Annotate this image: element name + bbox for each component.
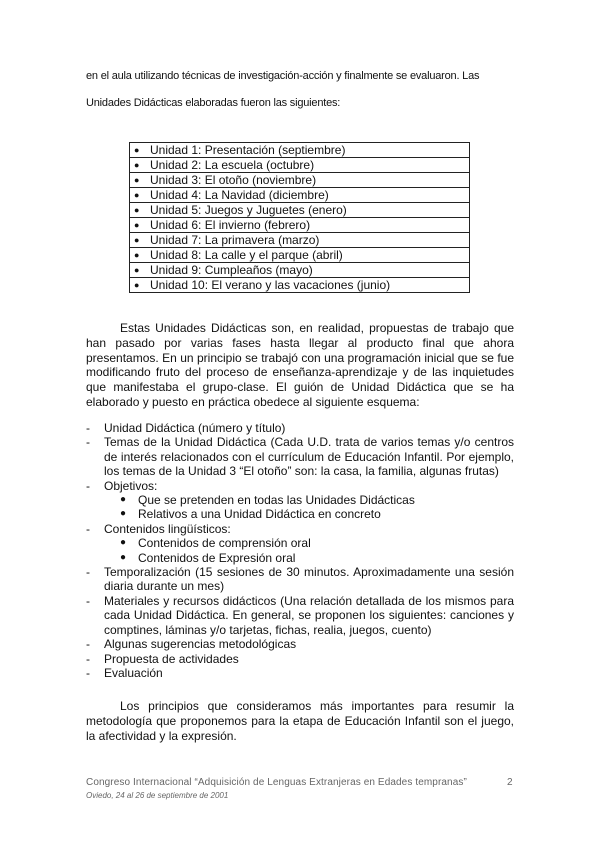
unit-cell bbox=[130, 173, 470, 188]
intro-line-2: Unidades Didácticas elaboradas fueron las siguientes: bbox=[86, 97, 341, 109]
unit-label: Unidad 10: El verano y las vacaciones (junio) bbox=[150, 278, 391, 292]
footer-location-date: Oviedo, 24 al 26 de septiembre de 2001 bbox=[86, 791, 229, 800]
unit-row bbox=[130, 203, 470, 218]
scheme-item: - Evaluación bbox=[86, 665, 163, 680]
unit-row bbox=[130, 188, 470, 203]
bullet-icon: ● bbox=[134, 235, 140, 245]
unit-row bbox=[130, 263, 470, 278]
scheme-subitem: ● Que se pretenden en todas las Unidades Didácticas bbox=[120, 493, 415, 508]
intro-line-1: en el aula utilizando técnicas de investigación-acción y finalmente se evaluaron. Las bbox=[86, 70, 480, 82]
unit-row bbox=[130, 218, 470, 233]
paragraph-1-text: Estas Unidades Didácticas son, en realidad, propuestas de trabajo que han pasado por varias fases hasta llegar al producto final que ahora presentamos. En un principio se trabajó con una programación inicial que se fue modificando fruto del proceso de enseñanza-aprendizaje y de las inquietudes que manifestaba el grupo-clase. El guión de Unidad Didáctica que se ha elaborado y puesto en práctica obedece al siguiente esquema: bbox=[86, 321, 514, 409]
scheme-item: - Temas de la Unidad Didáctica (Cada U.D. trata de varios temas y/o centros de interés relacionados con el currículum de Educación Infantil. Por ejemplo, los temas de la Unidad 3 “El otoño” son: la casa, la familia, algunas frutas) bbox=[86, 435, 514, 479]
bullet-icon: ● bbox=[134, 250, 140, 260]
unit-cell bbox=[130, 278, 470, 293]
unit-row bbox=[130, 173, 470, 188]
scheme-list bbox=[86, 421, 514, 680]
unit-cell bbox=[130, 233, 470, 248]
bullet-icon: ● bbox=[134, 205, 140, 215]
unit-label: Unidad 5: Juegos y Juguetes (enero) bbox=[150, 203, 347, 217]
unit-label: Unidad 8: La calle y el parque (abril) bbox=[150, 248, 343, 262]
unit-cell bbox=[130, 158, 470, 173]
scheme-subitem: ● Contenidos de Expresión oral bbox=[120, 550, 296, 565]
unit-cell bbox=[130, 248, 470, 263]
scheme-item: - Propuesta de actividades bbox=[86, 651, 239, 666]
unit-label: Unidad 3: El otoño (noviembre) bbox=[150, 173, 317, 187]
scheme-subitem: ● Contenidos de comprensión oral bbox=[120, 536, 311, 551]
unit-label: Unidad 7: La primavera (marzo) bbox=[150, 233, 320, 247]
unit-cell bbox=[130, 188, 470, 203]
unit-label: Unidad 4: La Navidad (diciembre) bbox=[150, 188, 329, 202]
bullet-icon: ● bbox=[134, 145, 140, 155]
paragraph-2 bbox=[86, 699, 514, 743]
bullet-icon: ● bbox=[120, 508, 127, 520]
scheme-item: - Contenidos lingüísticos: bbox=[86, 521, 231, 536]
scheme-item: - Temporalización (15 sesiones de 30 minutos. Aproximadamente una sesión diaria durante un mes) bbox=[86, 565, 514, 594]
scheme-item: - Algunas sugerencias metodológicas bbox=[86, 637, 297, 652]
unit-cell bbox=[130, 263, 470, 278]
bullet-icon: ● bbox=[134, 190, 140, 200]
bullet-icon: ● bbox=[134, 220, 140, 230]
bullet-icon: ● bbox=[134, 175, 140, 185]
unit-cell bbox=[130, 203, 470, 218]
unit-label: Unidad 9: Cumpleaños (mayo) bbox=[150, 263, 313, 277]
scheme-item: - Objetivos: bbox=[86, 478, 158, 493]
unit-cell bbox=[130, 143, 470, 158]
unit-row bbox=[130, 143, 470, 158]
footer-conference: Congreso Internacional “Adquisición de Lenguas Extranjeras en Edades tempranas” bbox=[86, 777, 467, 788]
bullet-icon: ● bbox=[134, 160, 140, 170]
units-table bbox=[129, 142, 470, 293]
scheme-subitem: ● Relativos a una Unidad Didáctica en concreto bbox=[120, 507, 381, 522]
paragraph-2-text: Los principios que consideramos más importantes para resumir la metodología que proponemos para la etapa de Educación Infantil son el juego, la afectividad y la expresión. bbox=[86, 699, 514, 743]
bullet-icon: ● bbox=[120, 494, 127, 506]
unit-label: Unidad 6: El invierno (febrero) bbox=[150, 218, 311, 232]
unit-row bbox=[130, 248, 470, 263]
unit-label: Unidad 1: Presentación (septiembre) bbox=[150, 143, 346, 157]
paragraph-1 bbox=[86, 321, 514, 410]
scheme-item: - Unidad Didáctica (número y título) bbox=[86, 421, 286, 435]
bullet-icon: ● bbox=[120, 551, 127, 563]
unit-label: Unidad 2: La escuela (octubre) bbox=[150, 158, 315, 172]
scheme-item: - Materiales y recursos didácticos (Una relación detallada de los mismos para cada Unidad Didáctica. En general, se proponen los siguientes: canciones y comptines, láminas y/o tarjetas, fichas, realia, juegos, cuento) bbox=[86, 593, 514, 637]
unit-row bbox=[130, 233, 470, 248]
unit-row bbox=[130, 278, 470, 293]
bullet-icon: ● bbox=[120, 537, 127, 549]
bullet-icon: ● bbox=[134, 265, 140, 275]
bullet-icon: ● bbox=[134, 280, 140, 290]
page-number: 2 bbox=[507, 777, 513, 788]
unit-row bbox=[130, 158, 470, 173]
unit-cell bbox=[130, 218, 470, 233]
